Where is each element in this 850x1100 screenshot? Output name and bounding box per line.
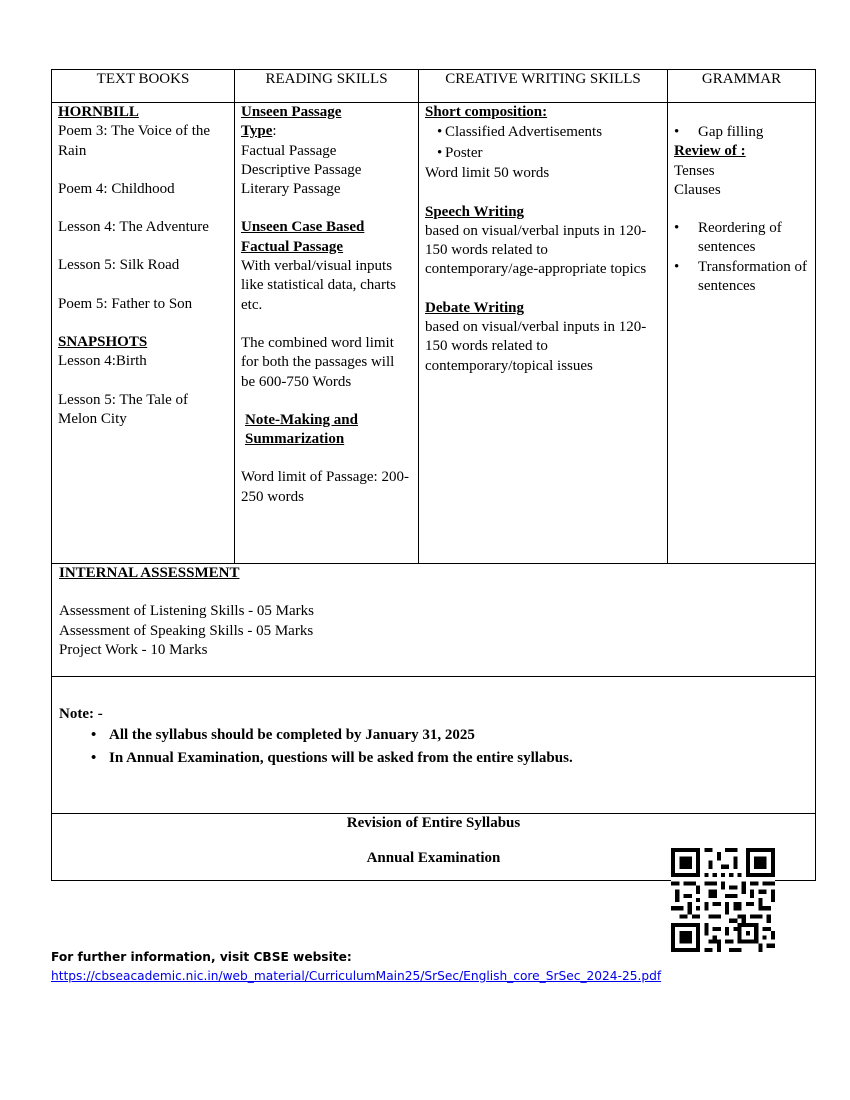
footer-label: For further information, visit CBSE website: [51,950,352,964]
debate-writing-heading: Debate Writing [425,299,525,316]
passage-type: Literary Passage [241,181,341,198]
textbooks-cell [52,103,235,564]
textbook-item: Lesson 4:Birth [58,353,147,370]
note-label: Note: - [59,706,103,722]
header-textbooks: TEXT BOOKS [52,70,235,103]
case-based-heading: Unseen Case Based Factual Passage [241,219,365,255]
combined-limit-text: The combined word limit for both the passages will be 600-750 Words [241,334,395,390]
note-row [52,677,816,814]
grammar-cell [668,103,816,564]
textbook-item: Poem 3: The Voice of the Rain [58,123,211,159]
assessment-item: Assessment of Listening Skills - 05 Marks [59,603,314,620]
internal-assessment-cell [52,564,816,677]
header-row [52,70,816,103]
textbook-item: Lesson 4: The Adventure [58,219,209,236]
textbook-item: Lesson 5: The Tale of Melon City [58,391,189,427]
header-creative-writing: CREATIVE WRITING SKILLS [419,70,668,103]
qr-code [671,848,775,952]
header-grammar: GRAMMAR [668,70,816,103]
grammar-item: • Reordering of sentences [674,219,809,258]
case-based-text: With verbal/visual inputs like statistical data, charts etc. [241,258,396,313]
speech-writing-text: based on visual/verbal inputs in 120-150 words related to contemporary/age-appropriate topics [425,222,647,278]
hornbill-heading: HORNBILL [58,104,139,120]
note-making-text: Word limit of Passage: 200-250 words [241,469,409,505]
short-word-limit: Word limit 50 words [425,165,550,182]
unseen-passage-heading: Unseen Passage [241,104,342,120]
reading-skills-cell [235,103,419,564]
short-item: • Classified Advertisements [425,122,661,143]
snapshots-heading: SNAPSHOTS [58,334,148,351]
assessment-item: Project Work - 10 Marks [59,641,208,658]
passage-type: Factual Passage [241,142,337,159]
textbook-item: Poem 4: Childhood [58,180,175,197]
header-reading-skills: READING SKILLS [235,70,419,103]
note-item: • All the syllabus should be completed by January 31, 2025 [59,724,809,747]
annual-exam-text: Annual Examination [366,850,501,867]
internal-assessment-heading: INTERNAL ASSESSMENT [59,565,240,581]
short-item: • Poster [425,143,661,164]
content-row [52,103,816,564]
review-heading: Review of : [674,143,746,160]
review-item: Clauses [674,181,721,198]
speech-writing-heading: Speech Writing [425,203,525,220]
internal-assessment-row [52,564,816,677]
note-making-heading: Note-Making and Summarization [245,411,358,448]
grammar-item: • Gap filling [674,123,809,142]
revision-text: Revision of Entire Syllabus [346,815,521,831]
textbook-item: Poem 5: Father to Son [58,295,193,312]
footer [51,948,661,986]
type-label: Type [241,123,273,140]
assessment-item: Assessment of Speaking Skills - 05 Marks [59,622,314,639]
type-colon: : [272,123,277,140]
syllabus-table [51,69,816,881]
creative-writing-cell [419,103,668,564]
note-cell [52,677,816,814]
note-item: • In Annual Examination, questions will be asked from the entire syllabus. [59,747,809,770]
short-composition-heading: Short composition: [425,104,548,120]
debate-writing-text: based on visual/verbal inputs in 120-150 words related to contemporary/topical issues [425,319,647,374]
type-line [241,122,412,141]
review-item: Tenses [674,162,715,179]
passage-type: Descriptive Passage [241,161,362,178]
textbook-item: Lesson 5: Silk Road [58,257,180,274]
grammar-item: • Transformation of sentences [674,258,809,297]
cbse-syllabus-link[interactable]: https://cbseacademic.nic.in/web_material/CurriculumMain25/SrSec/English_core_SrSec_2024-25.pdf [51,969,662,983]
